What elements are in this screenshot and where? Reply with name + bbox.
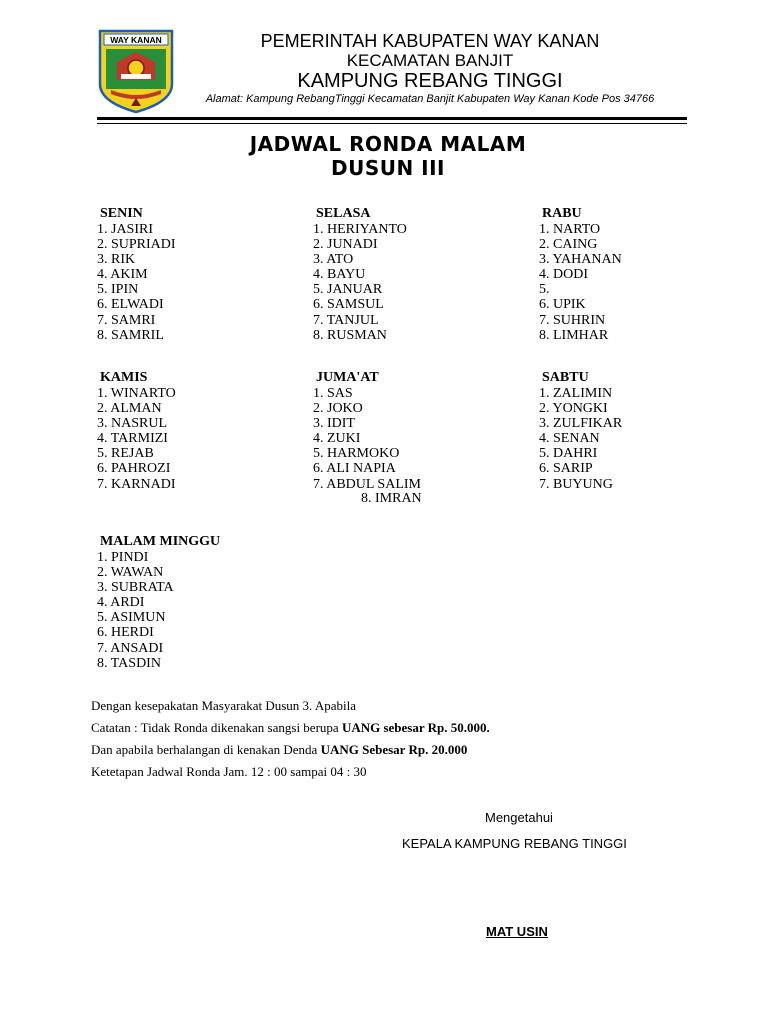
jumaat-extra-member: 8. IMRAN	[361, 491, 422, 506]
day-heading: SENIN	[100, 206, 143, 221]
note-agreement: Dengan kesepakatan Masyarakat Dusun 3. Apabila	[91, 698, 356, 713]
member-item: 3. SUBRATA	[97, 580, 174, 596]
member-list	[539, 222, 622, 343]
member-item: 3. ZULFIKAR	[539, 416, 623, 432]
member-item: 4. BAYU	[313, 267, 366, 283]
member-item: 8. RUSMAN	[313, 327, 387, 343]
member-item: 8. TASDIN	[97, 655, 161, 671]
signature-name: MAT USIN	[486, 924, 548, 939]
note-leave-fine	[91, 742, 467, 758]
member-list	[539, 386, 622, 492]
member-item: 3. IDIT	[313, 416, 355, 432]
member-list	[97, 550, 220, 671]
member-item: 2. WAWAN	[97, 565, 164, 581]
member-item: 1. ZALIMIN	[539, 386, 613, 401]
member-item: 1. PINDI	[97, 550, 149, 565]
member-item: 7. TANJUL	[313, 312, 379, 328]
member-item: 6. UPIK	[539, 297, 586, 313]
letterhead-village-line: KAMPUNG REBANG TINGGI	[297, 70, 563, 92]
note-text: Dan apabila berhalangan di kenakan Denda	[91, 742, 321, 757]
member-item: 5. ASIMUN	[97, 610, 166, 626]
member-item: 5. DAHRI	[539, 446, 598, 462]
regency-emblem-logo	[97, 28, 175, 114]
note-amount: UANG Sebesar Rp. 20.000	[320, 742, 468, 757]
member-item: 2. JOKO	[313, 401, 363, 417]
schedule-day-sabtu	[539, 370, 622, 492]
member-item: 3. YAHANAN	[539, 252, 622, 268]
day-heading: SELASA	[316, 206, 371, 221]
schedule-day-senin	[97, 206, 176, 343]
note-text: Catatan : Tidak Ronda dikenakan sangsi berupa	[91, 720, 342, 735]
schedule-day-selasa	[313, 206, 407, 343]
member-item: 6. ALI NAPIA	[313, 461, 396, 477]
member-item: 2. JUNADI	[313, 237, 378, 253]
member-item: 1. NARTO	[539, 222, 601, 237]
member-item: 5. REJAB	[97, 446, 154, 462]
member-item: 4. ARDI	[97, 595, 145, 611]
document-subtitle: DUSUN III	[330, 156, 445, 180]
member-item: 2. ALMAN	[97, 401, 162, 417]
member-item: 4. DODI	[539, 267, 588, 283]
member-item: 7. ABDUL SALIM	[313, 476, 421, 492]
member-item: 4. AKIM	[97, 267, 148, 283]
day-heading: MALAM MINGGU	[100, 534, 221, 549]
member-item: 7. ANSADI	[97, 640, 164, 656]
emblem-lettering: WAY KANAN	[110, 35, 162, 45]
member-item: 8. SAMRIL	[97, 327, 164, 343]
member-item: 5.	[539, 282, 550, 298]
member-item: 1. JASIRI	[97, 222, 154, 237]
letterhead-district-line: KECAMATAN BANJIT	[346, 51, 514, 70]
member-item: 7. SUHRIN	[539, 312, 606, 328]
member-item: 2. YONGKI	[539, 401, 608, 417]
member-item: 1. SAS	[313, 386, 353, 401]
member-item: 8. LIMHAR	[539, 327, 609, 343]
member-item: 2. CAING	[539, 237, 598, 253]
letterhead-divider-thick	[97, 117, 687, 120]
member-item: 6. SAMSUL	[313, 297, 384, 313]
document-title: JADWAL RONDA MALAM	[249, 132, 527, 156]
member-item: 5. JANUAR	[313, 282, 383, 298]
member-list	[313, 222, 407, 343]
letterhead-divider-thin	[97, 123, 687, 124]
day-heading: KAMIS	[100, 370, 148, 385]
member-item: 5. HARMOKO	[313, 446, 400, 462]
note-schedule-time: Ketetapan Jadwal Ronda Jam. 12 : 00 sampai 04 : 30	[91, 764, 367, 779]
day-heading: RABU	[542, 206, 582, 221]
member-item: 5. IPIN	[97, 282, 139, 298]
note-absence-penalty	[91, 720, 490, 736]
member-item: 3. RIK	[97, 252, 136, 268]
member-item: 2. SUPRIADI	[97, 237, 176, 253]
member-list	[313, 386, 421, 492]
member-item: 7. BUYUNG	[539, 476, 613, 492]
member-item: 1. HERIYANTO	[313, 222, 407, 237]
schedule-day-malam-minggu	[97, 534, 220, 671]
member-item: 4. ZUKI	[313, 431, 361, 447]
day-heading: JUMA'AT	[316, 370, 379, 385]
member-item: 3. ATO	[313, 252, 354, 268]
member-list	[97, 222, 176, 343]
member-item: 7. SAMRI	[97, 312, 156, 328]
signature-acknowledged: Mengetahui	[485, 810, 553, 825]
member-item: 4. SENAN	[539, 431, 600, 447]
signature-position: KEPALA KAMPUNG REBANG TINGGI	[402, 836, 627, 851]
schedule-day-rabu	[539, 206, 622, 343]
letterhead-government-line: PEMERINTAH KABUPATEN WAY KANAN	[260, 31, 600, 51]
schedule-day-jumaat	[313, 370, 421, 492]
member-item: 6. SARIP	[539, 461, 593, 477]
note-amount: UANG sebesar Rp. 50.000.	[341, 720, 490, 735]
schedule-day-kamis	[97, 370, 176, 492]
member-item: 3. NASRUL	[97, 416, 168, 432]
member-item: 6. HERDI	[97, 625, 154, 641]
day-heading: SABTU	[542, 370, 589, 385]
member-item: 1. WINARTO	[97, 386, 176, 401]
member-item: 6. PAHROZI	[97, 461, 171, 477]
letterhead-address: Alamat: Kampung RebangTinggi Kecamatan Banjit Kabupaten Way Kanan Kode Pos 34766	[205, 93, 655, 105]
member-item: 7. KARNADI	[97, 476, 176, 492]
member-item: 4. TARMIZI	[97, 431, 168, 447]
member-list	[97, 386, 176, 492]
member-item: 6. ELWADI	[97, 297, 164, 313]
